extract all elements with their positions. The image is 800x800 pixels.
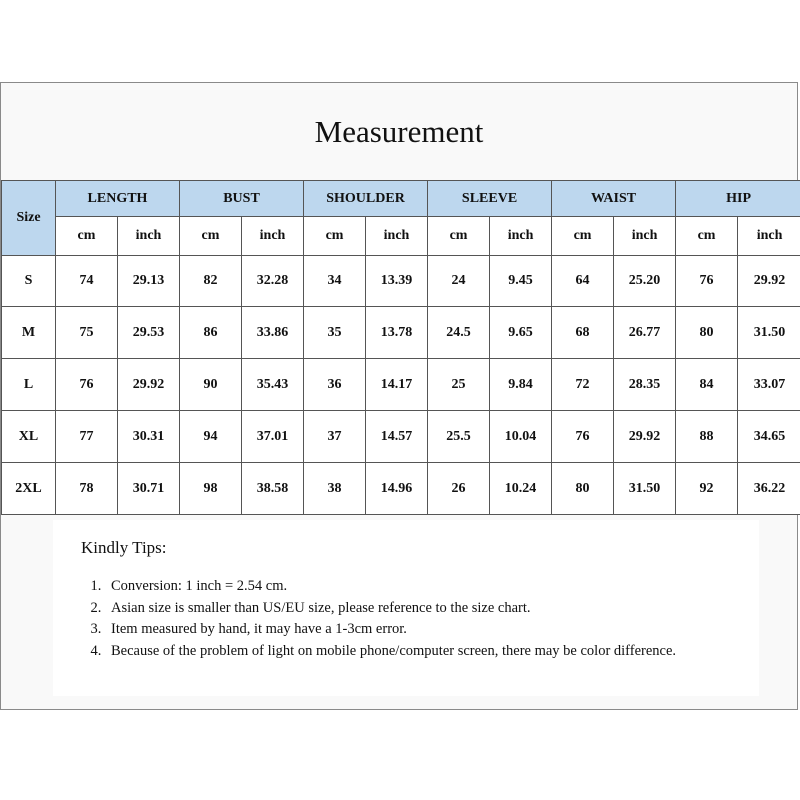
table-row [2,411,800,463]
measurement-cell: 14.96 [366,463,428,515]
tip-item: 1. Conversion: 1 inch = 2.54 cm. [105,576,759,598]
measurement-cell: 72 [552,359,614,411]
measurement-cell: 82 [180,256,242,307]
measurement-cell: 29.53 [118,307,180,359]
size-label: L [2,359,56,411]
unit-row [2,217,800,256]
unit-cm: cm [304,217,366,256]
measurement-cell: 31.50 [738,307,800,359]
measurement-cell: 76 [552,411,614,463]
column-header-bust: BUST [180,181,304,217]
measurement-cell: 90 [180,359,242,411]
measurement-cell: 13.39 [366,256,428,307]
measurement-cell: 78 [56,463,118,515]
measurement-cell: 76 [56,359,118,411]
unit-inch: inch [366,217,428,256]
measurement-cell: 32.28 [242,256,304,307]
measurement-cell: 74 [56,256,118,307]
header-row [2,181,800,217]
page-title: Measurement [314,113,484,149]
tips-list [81,576,759,662]
measurement-cell: 14.17 [366,359,428,411]
measurement-cell: 34.65 [738,411,800,463]
measurement-cell: 36.22 [738,463,800,515]
measurement-cell: 29.92 [118,359,180,411]
measurement-cell: 25 [428,359,490,411]
tip-item: 4. Because of the problem of light on mobile phone/computer screen, there may be color difference. [105,641,759,663]
column-header-length: LENGTH [56,181,180,217]
measurement-cell: 84 [676,359,738,411]
column-header-shoulder: SHOULDER [304,181,428,217]
measurement-cell: 35 [304,307,366,359]
unit-inch: inch [242,217,304,256]
measurement-cell: 9.65 [490,307,552,359]
size-label: 2XL [2,463,56,515]
measurement-cell: 88 [676,411,738,463]
unit-cm: cm [428,217,490,256]
measurement-cell: 64 [552,256,614,307]
size-column-header: Size [2,181,56,256]
measurement-cell: 9.84 [490,359,552,411]
table-row [2,463,800,515]
size-label: S [2,256,56,307]
measurement-cell: 13.78 [366,307,428,359]
measurement-cell: 37.01 [242,411,304,463]
measurement-cell: 37 [304,411,366,463]
size-label: XL [2,411,56,463]
unit-cm: cm [676,217,738,256]
size-label: M [2,307,56,359]
measurement-cell: 86 [180,307,242,359]
measurement-cell: 36 [304,359,366,411]
tip-item: 3. Item measured by hand, it may have a 1-3cm error. [105,619,759,641]
table-row [2,307,800,359]
tip-item: 2. Asian size is smaller than US/EU size, please reference to the size chart. [105,598,759,620]
measurement-cell: 30.31 [118,411,180,463]
measurement-cell: 75 [56,307,118,359]
table-body [2,256,800,515]
measurement-cell: 31.50 [614,463,676,515]
column-header-waist: WAIST [552,181,676,217]
measurement-card [0,82,798,710]
measurement-cell: 29.92 [614,411,676,463]
unit-cm: cm [552,217,614,256]
tips-title: Kindly Tips: [81,538,167,557]
measurement-cell: 98 [180,463,242,515]
column-header-sleeve: SLEEVE [428,181,552,217]
measurement-cell: 30.71 [118,463,180,515]
unit-inch: inch [738,217,800,256]
measurement-cell: 68 [552,307,614,359]
measurement-cell: 77 [56,411,118,463]
measurement-cell: 38.58 [242,463,304,515]
measurement-cell: 10.04 [490,411,552,463]
measurement-cell: 94 [180,411,242,463]
unit-cm: cm [180,217,242,256]
measurement-cell: 24.5 [428,307,490,359]
measurement-cell: 33.07 [738,359,800,411]
unit-cm: cm [56,217,118,256]
tips-panel [53,520,759,696]
measurement-cell: 14.57 [366,411,428,463]
measurement-cell: 29.92 [738,256,800,307]
table-row [2,359,800,411]
measurement-cell: 10.24 [490,463,552,515]
measurement-cell: 24 [428,256,490,307]
measurement-cell: 28.35 [614,359,676,411]
size-chart-table [1,180,800,515]
unit-inch: inch [614,217,676,256]
measurement-cell: 34 [304,256,366,307]
column-header-hip: HIP [676,181,800,217]
unit-inch: inch [490,217,552,256]
measurement-cell: 25.5 [428,411,490,463]
measurement-cell: 33.86 [242,307,304,359]
measurement-cell: 9.45 [490,256,552,307]
measurement-cell: 80 [552,463,614,515]
measurement-cell: 29.13 [118,256,180,307]
measurement-cell: 35.43 [242,359,304,411]
measurement-cell: 80 [676,307,738,359]
measurement-cell: 25.20 [614,256,676,307]
measurement-cell: 38 [304,463,366,515]
measurement-cell: 26.77 [614,307,676,359]
measurement-cell: 76 [676,256,738,307]
measurement-cell: 26 [428,463,490,515]
measurement-cell: 92 [676,463,738,515]
unit-inch: inch [118,217,180,256]
table-row [2,256,800,307]
